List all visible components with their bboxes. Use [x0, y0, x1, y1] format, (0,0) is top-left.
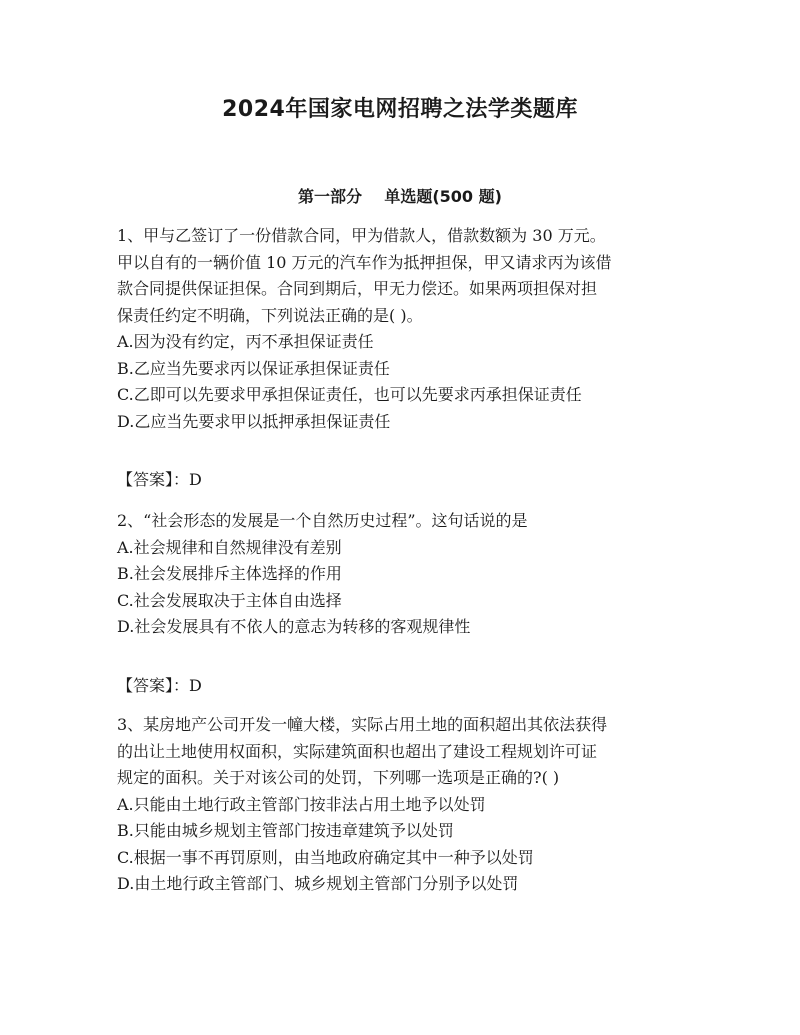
question-stem-line: 的出让土地使用权面积，实际建筑面积也超出了建设工程规划许可证: [117, 741, 598, 761]
option-d: D.乙应当先要求甲以抵押承担保证责任: [117, 411, 391, 431]
question-2: [117, 508, 687, 641]
option-b: B.只能由城乡规划主管部门按违章建筑予以处罚: [117, 821, 454, 840]
option-a: A.只能由土地行政主管部门按非法占用土地予以处罚: [117, 794, 486, 814]
question-stem-line: 2、“社会形态的发展是一个自然历史过程”。这句话说的是: [117, 511, 528, 530]
question-3: [117, 712, 687, 898]
answer-1: 【答案】：D: [117, 470, 202, 489]
option-d: D.社会发展具有不依人的意志为转移的客观规律性: [117, 617, 471, 636]
option-b: B.社会发展排斥主体选择的作用: [117, 564, 342, 583]
option-c: C.根据一事不再罚原则，由当地政府确定其中一种予以处罚: [117, 847, 534, 867]
document-title: 2024年国家电网招聘之法学类题库: [222, 97, 578, 122]
question-stem-line: 款合同提供保证担保。合同到期后，甲无力偿还。如果两项担保对担: [117, 279, 598, 298]
option-a: A.因为没有约定，丙不承担保证责任: [117, 332, 374, 351]
question-1: [117, 223, 687, 435]
question-stem-line: 保责任约定不明确，下列说法正确的是( )。: [117, 305, 423, 325]
question-stem-line: 规定的面积。关于对该公司的处罚，下列哪一选项是正确的?( ): [117, 768, 560, 787]
question-stem-line: 3、某房地产公司开发一幢大楼，实际占用土地的面积超出其依法获得: [117, 715, 608, 734]
option-b: B.乙应当先要求丙以保证承担保证责任: [117, 358, 390, 378]
option-d: D.由土地行政主管部门、城乡规划主管部门分别予以处罚: [117, 874, 519, 893]
option-c: C.乙即可以先要求甲承担保证责任，也可以先要求丙承担保证责任: [117, 385, 582, 404]
option-c: C.社会发展取决于主体自由选择: [117, 590, 342, 610]
question-stem-line: 1、甲与乙签订了一份借款合同，甲为借款人，借款数额为 30 万元。: [117, 226, 606, 245]
option-a: A.社会规律和自然规律没有差别: [117, 537, 342, 557]
section-title: 第一部分 单选题(500 题): [298, 187, 502, 206]
answer-2: 【答案】：D: [117, 676, 202, 695]
question-stem-line: 甲以自有的一辆价值 10 万元的汽车作为抵押担保，甲又请求丙为该借: [117, 252, 612, 272]
